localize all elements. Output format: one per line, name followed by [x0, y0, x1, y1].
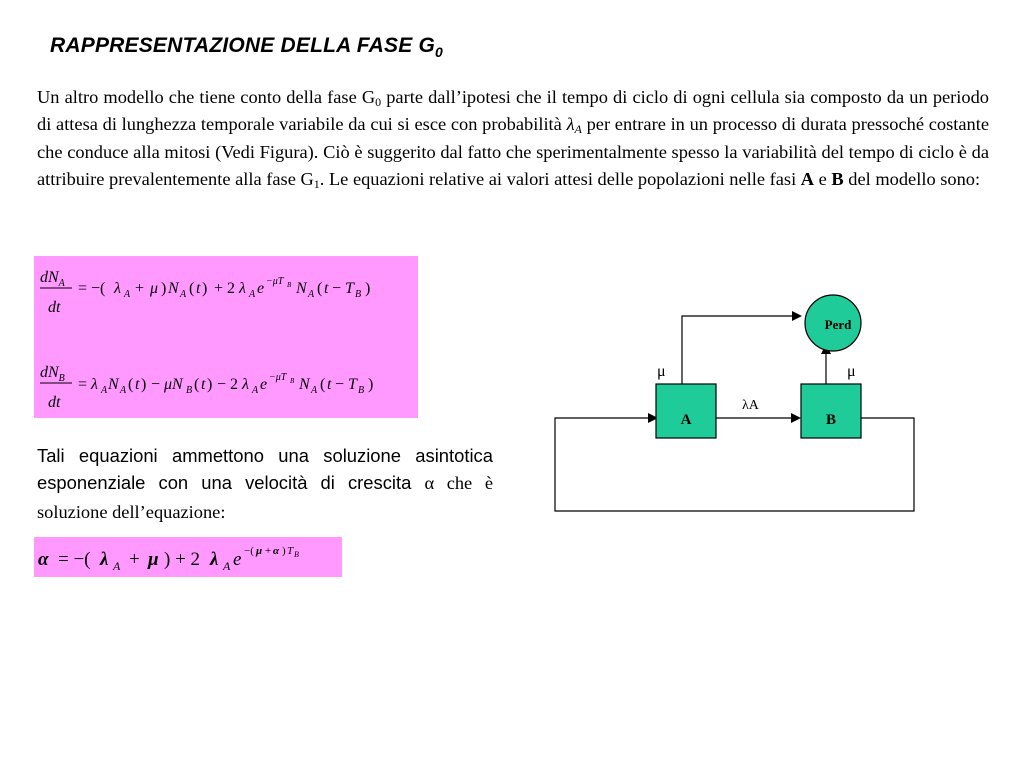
svg-text:λ: λ	[239, 280, 246, 297]
svg-text:λ: λ	[210, 549, 219, 570]
eq-b-denominator: dt	[48, 394, 61, 411]
svg-text:B: B	[290, 377, 295, 385]
svg-text:e: e	[233, 549, 242, 570]
equation-a	[40, 269, 370, 316]
eq-b-numerator: $dN_B$	[40, 364, 65, 384]
svg-text:A: A	[311, 385, 318, 396]
svg-text:A: A	[223, 559, 231, 573]
svg-text:): )	[161, 280, 167, 297]
svg-text:N: N	[296, 280, 307, 297]
svg-text:t: t	[196, 280, 201, 297]
svg-text:): )	[368, 376, 374, 393]
svg-text:(: (	[317, 280, 323, 297]
svg-text:μ: μ	[150, 280, 159, 297]
svg-text:−μT: −μT	[266, 276, 284, 287]
svg-text:): )	[282, 545, 286, 557]
svg-text:λ: λ	[91, 376, 98, 393]
svg-text:T: T	[348, 376, 357, 393]
svg-text:A: A	[120, 385, 127, 396]
svg-text:μ: μ	[256, 545, 263, 557]
svg-text:A: A	[101, 385, 108, 396]
svg-text:(: (	[194, 376, 200, 393]
eq-a-numerator: $dN_A$	[40, 269, 65, 289]
svg-text:+: +	[265, 545, 272, 557]
svg-text:−μT: −μT	[269, 372, 287, 383]
equation-b	[40, 364, 373, 411]
svg-text:−: −	[151, 376, 161, 393]
alpha-equation-box	[34, 537, 342, 577]
svg-text:+: +	[135, 280, 145, 297]
box-b	[801, 384, 861, 438]
svg-text:A: A	[308, 289, 315, 300]
svg-text:B: B	[355, 289, 362, 300]
svg-text:e: e	[260, 376, 268, 393]
svg-text:−(: −(	[244, 545, 254, 557]
mu-left-label: μ	[657, 363, 666, 380]
svg-text:t: t	[135, 376, 140, 393]
svg-text:B: B	[287, 281, 292, 289]
svg-text:+ 2: + 2	[214, 280, 236, 297]
svg-text:(: (	[189, 280, 195, 297]
svg-text:): )	[202, 280, 208, 297]
perd-label: Perd	[824, 317, 852, 332]
svg-text:T: T	[345, 280, 354, 297]
svg-text:N: N	[168, 280, 179, 297]
svg-text:−: −	[332, 280, 342, 297]
svg-text:A: A	[252, 385, 259, 396]
eq-a-denominator: dt	[48, 299, 61, 316]
svg-text:B: B	[358, 385, 365, 396]
svg-text:α: α	[273, 545, 280, 557]
svg-text:N: N	[108, 376, 119, 393]
svg-text:= −(: = −(	[58, 549, 91, 570]
svg-text:− 2: − 2	[217, 376, 239, 393]
svg-text:μ: μ	[148, 549, 159, 570]
page-title: RAPPRESENTAZIONE DELLA FASE $G_0$	[50, 34, 443, 60]
svg-text:=: =	[78, 376, 88, 393]
model-diagram	[548, 284, 928, 524]
svg-text:N: N	[299, 376, 310, 393]
svg-text:A: A	[180, 289, 187, 300]
svg-text:B: B	[294, 550, 299, 559]
svg-text:λ: λ	[114, 280, 121, 297]
solution-paragraph: Tali equazioni ammettono una soluzione asintotica esponenziale con una velocità di crescita α che è soluzione dell’equazione:	[37, 445, 493, 522]
svg-text:t: t	[201, 376, 206, 393]
svg-text:t: t	[327, 376, 332, 393]
svg-text:) + 2: ) + 2	[164, 549, 201, 570]
svg-text:−: −	[335, 376, 345, 393]
box-a-label: A	[680, 412, 692, 428]
svg-text:): )	[365, 280, 371, 297]
box-b-label: B	[825, 412, 837, 428]
svg-text:+: +	[129, 549, 140, 570]
intro-paragraph: Un altro modello che tiene conto della fase $G_0$ parte dall’ipotesi che il tempo di ciclo di ogni cellula sia composto da un periodo di attesa di lunghezza temporale variabile da cui si esce con probabilità $\lambda_A$ per entrare in un processo di durata pressoché costante che conduce alla mitosi (Vedi Figura). Ciò è suggerito dal fatto che sperimentalmente spesso la variabilità del tempo di ciclo è da attribuire prevalentemente alla fase $G_1$. Le equazioni relative ai valori attesi delle popolazioni nelle fasi A e B del modello sono:	[37, 87, 990, 192]
svg-text:A: A	[113, 559, 121, 573]
svg-text:(: (	[320, 376, 326, 393]
svg-text:= −(: = −(	[78, 280, 106, 297]
svg-text:μN: μN	[164, 376, 183, 393]
svg-text:T: T	[287, 545, 294, 557]
a-to-perd-arrow	[682, 316, 800, 384]
mu-right-label: μ	[847, 363, 856, 380]
svg-text:t: t	[324, 280, 329, 297]
svg-text:A: A	[124, 289, 131, 300]
alpha-equation	[38, 545, 299, 573]
svg-text:): )	[141, 376, 147, 393]
lambda-a-label: λA	[742, 398, 759, 413]
equations-box	[34, 256, 418, 418]
svg-text:): )	[207, 376, 213, 393]
box-a	[656, 384, 716, 438]
svg-text:(: (	[128, 376, 134, 393]
svg-text:α: α	[38, 549, 49, 570]
svg-text:λ: λ	[100, 549, 109, 570]
svg-text:λ: λ	[242, 376, 249, 393]
svg-text:A: A	[249, 289, 256, 300]
svg-text:B: B	[186, 385, 193, 396]
svg-text:e: e	[257, 280, 265, 297]
